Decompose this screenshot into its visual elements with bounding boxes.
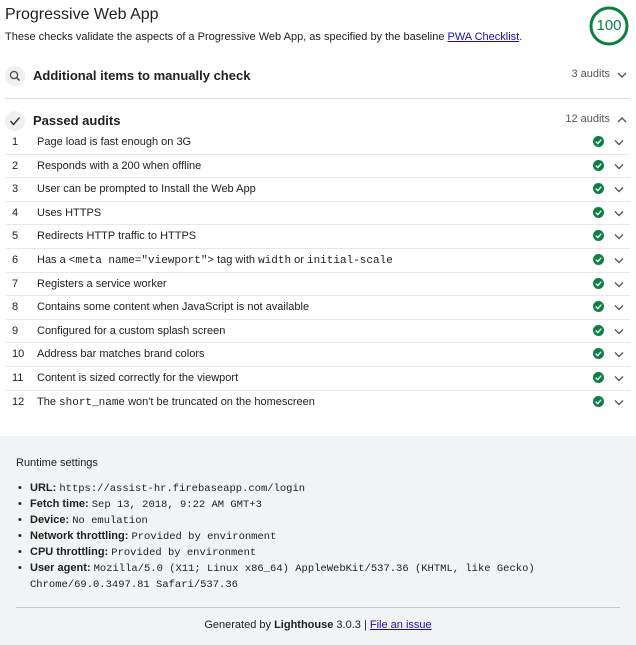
runtime-value: Sep 13, 2018, 9:22 AM GMT+3 [91, 499, 262, 511]
file-issue-link[interactable]: File an issue [369, 619, 432, 631]
runtime-key: Fetch time: [30, 498, 89, 510]
audit-number: 11 [12, 371, 24, 384]
audit-number: 6 [12, 253, 19, 266]
manual-audits-count: 3 audits [571, 68, 610, 80]
audit-title: Page load is fast enough on 3G [37, 136, 192, 148]
runtime-value: Mozilla/5.0 (X11; Linux x86_64) AppleWebKit/537.36 (KHTML, like Gecko) Chrome/69.0.3497.81 Safari/537.36 [30, 563, 535, 591]
audit-title-text: won't be truncated on the homescreen [125, 395, 315, 408]
runtime-item-url [16, 481, 550, 497]
short-name-code: short_name [59, 396, 126, 409]
runtime-item-user-agent [16, 561, 550, 593]
category-title: Progressive Web App [5, 6, 159, 23]
audit-title: User can be prompted to Install the Web App [37, 183, 256, 196]
runtime-value: Provided by environment [131, 531, 277, 543]
pass-check-icon [593, 396, 604, 407]
runtime-value: Provided by environment [111, 547, 257, 559]
chevron-down-icon[interactable] [614, 186, 624, 193]
runtime-key: Device: [30, 514, 70, 526]
manual-audits-header[interactable] [5, 62, 630, 90]
audit-row[interactable] [5, 178, 630, 202]
audit-number: 7 [12, 277, 19, 290]
passed-audits-count: 12 audits [565, 113, 610, 125]
passed-audits-title: Passed audits [33, 113, 121, 128]
category-description: These checks validate the aspects of a Progressive Web App, as specified by the baseline PWA Checklist. [5, 31, 523, 43]
audit-row[interactable] [5, 296, 630, 320]
audit-title: Content is sized correctly for the viewport [37, 371, 239, 384]
runtime-key: User agent: [30, 562, 91, 574]
check-icon [5, 111, 25, 131]
manual-audits-group[interactable] [5, 62, 630, 90]
audit-title-text: Has a [37, 253, 69, 266]
chevron-down-icon[interactable] [614, 281, 624, 288]
chevron-down-icon[interactable] [614, 304, 624, 311]
runtime-item-cpu-throttling [16, 545, 550, 561]
runtime-key: URL: [30, 482, 57, 494]
audit-title [37, 254, 393, 267]
pass-check-icon [593, 136, 604, 147]
audit-number: 3 [12, 183, 19, 196]
lighthouse-version: 3.0.3 | [336, 619, 367, 631]
audit-number: 2 [12, 159, 19, 172]
runtime-settings-title: Runtime settings [16, 457, 98, 469]
manual-audits-title: Additional items to manually check [33, 68, 251, 83]
chevron-down-icon[interactable] [614, 139, 624, 146]
audit-title: Contains some content when JavaScript is not available [37, 301, 310, 314]
pass-check-icon [593, 301, 604, 312]
audit-number: 8 [12, 301, 19, 314]
audit-title: Configured for a custom splash screen [37, 324, 226, 337]
audit-row[interactable] [5, 155, 630, 179]
runtime-item-network-throttling [16, 529, 550, 545]
pass-check-icon [593, 254, 604, 265]
audit-number: 10 [12, 348, 25, 361]
audit-row[interactable] [5, 249, 630, 273]
pass-check-icon [593, 230, 604, 241]
runtime-item-fetch-time [16, 497, 550, 513]
audit-title: Responds with a 200 when offline [37, 159, 202, 172]
pass-check-icon [593, 348, 604, 359]
pass-check-icon [593, 325, 604, 336]
audit-title: Address bar matches brand colors [37, 348, 205, 361]
footer-divider [16, 607, 620, 608]
chevron-down-icon[interactable] [614, 210, 624, 217]
pass-check-icon [593, 207, 604, 218]
audit-row[interactable] [5, 131, 630, 155]
pass-check-icon [593, 372, 604, 383]
score-gauge [589, 6, 629, 46]
chevron-down-icon[interactable] [614, 375, 624, 382]
search-icon [5, 66, 25, 86]
generated-by-text: Generated by [204, 619, 272, 631]
audit-title-text: tag with [214, 253, 259, 266]
chevron-up-icon[interactable] [617, 116, 627, 124]
audit-title: Registers a service worker [37, 277, 167, 290]
runtime-value: https://assist-hr.firebaseapp.com/login [59, 483, 306, 495]
audit-row[interactable] [5, 273, 630, 297]
chevron-down-icon[interactable] [614, 351, 624, 358]
runtime-key: CPU throttling: [30, 546, 109, 558]
audit-row[interactable] [5, 202, 630, 226]
runtime-value: No emulation [72, 515, 148, 527]
chevron-down-icon[interactable] [614, 163, 624, 170]
pass-check-icon [593, 160, 604, 171]
audit-number: 4 [12, 206, 19, 219]
audit-row[interactable] [5, 391, 630, 415]
audit-row[interactable] [5, 320, 630, 344]
passed-audits-list [5, 131, 630, 414]
audit-number: 1 [12, 136, 19, 148]
audit-number: 5 [12, 230, 19, 243]
initial-scale-code: initial-scale [306, 254, 393, 267]
lighthouse-name: Lighthouse [274, 619, 334, 631]
chevron-down-icon[interactable] [617, 71, 627, 79]
runtime-key: Network throttling: [30, 530, 129, 542]
audit-row[interactable] [5, 343, 630, 367]
audit-title [37, 396, 315, 409]
chevron-down-icon[interactable] [614, 257, 624, 264]
meta-viewport-code: <meta name="viewport"> [68, 254, 215, 267]
report-footer [0, 619, 636, 631]
pass-check-icon [593, 278, 604, 289]
runtime-settings-panel [0, 436, 636, 645]
runtime-item-device [16, 513, 550, 529]
pwa-checklist-link[interactable]: PWA Checklist [447, 31, 520, 43]
audit-title: Redirects HTTP traffic to HTTPS [37, 230, 197, 243]
audit-title-text: The [37, 395, 60, 408]
width-code: width [258, 254, 292, 267]
runtime-settings-list [16, 481, 550, 593]
chevron-down-icon[interactable] [614, 399, 624, 406]
score-value: 100 [596, 17, 622, 34]
group-divider [5, 98, 630, 99]
audit-row[interactable] [5, 367, 630, 391]
chevron-down-icon[interactable] [614, 233, 624, 240]
audit-title-text: or [291, 253, 307, 266]
audit-title: Uses HTTPS [37, 206, 102, 219]
chevron-down-icon[interactable] [614, 328, 624, 335]
audit-number: 12 [12, 395, 25, 408]
pass-check-icon [593, 183, 604, 194]
audit-number: 9 [12, 324, 19, 337]
description-text: These checks validate the aspects of a Progressive Web App, as specified by the baseline [5, 31, 445, 43]
audit-row[interactable] [5, 225, 630, 249]
